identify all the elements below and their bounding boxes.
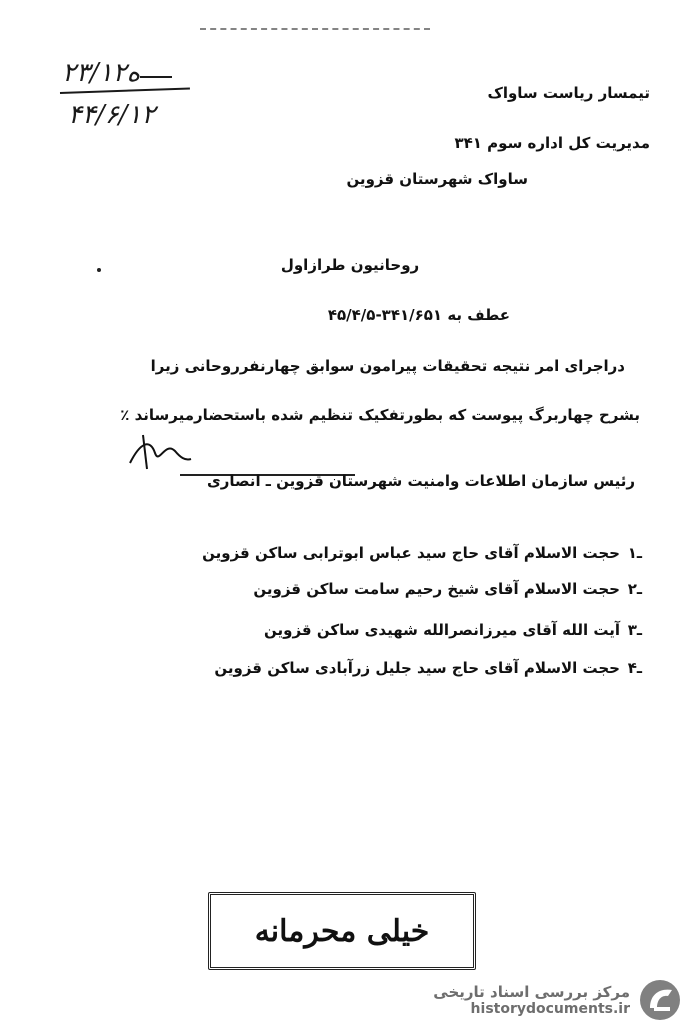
ink-dot	[97, 268, 101, 272]
header-branch: ساواک شهرستان قزوین	[346, 170, 528, 188]
signature-line: رئیس سازمان اطلاعات وامنیت شهرستان قزوین ـ انصاری	[207, 472, 635, 490]
list-item-1: حجت الاسلام آقای حاج سید عباس ابوترابی ساکن قزوین	[202, 544, 620, 562]
list-item-3: آیت الله آقای میرزانصرالله شهیدی ساکن قزوین	[264, 621, 620, 639]
classification-stamp-text: خیلی محرمانه	[254, 913, 430, 949]
list-number-1: ۱ـ	[627, 544, 642, 562]
body-line-2: بشرح چهاربرگ پیوست که بطورتفکیک تنظیم شده باستحضارمیرساند ٪	[120, 406, 640, 424]
list-item-2: حجت الاسلام آقای شیخ رحیم سامت ساکن قزوین	[253, 580, 620, 598]
letter-title: روحانیون طرازاول	[280, 256, 420, 274]
archive-logo-icon	[638, 978, 682, 1022]
list-item-4: حجت الاسلام آقای حاج سید جلیل زرآبادی ساکن قزوین	[214, 659, 620, 677]
header-from: تیمسار ریاست ساواک	[487, 84, 650, 102]
watermark-en: historydocuments.ir	[470, 1001, 630, 1017]
list-number-4: ۴ـ	[627, 659, 642, 677]
handwritten-date: ۴۴/۶/۱۲	[68, 100, 156, 130]
signature-scribble	[125, 433, 195, 473]
header-directorate: مدیریت کل اداره سوم ۳۴۱	[454, 134, 650, 152]
list-number-3: ۳ـ	[627, 621, 642, 639]
list-number-2: ۲ـ	[627, 580, 642, 598]
body-line-1: دراجرای امر نتیجه تحقیقات پیرامون سوابق چهارنفرروحانی زیرا	[150, 357, 625, 375]
handwritten-dash	[140, 76, 172, 78]
watermark-fa: مرکز بررسی اسناد تاریخی	[433, 983, 630, 1001]
letter-reference: عطف به ۳۴۱/۶۵۱-۴۵/۴/۵	[327, 306, 510, 324]
top-stamp-mark	[200, 28, 430, 44]
watermark-text	[433, 983, 630, 1017]
watermark	[433, 978, 682, 1022]
handwritten-divider	[60, 87, 190, 94]
handwritten-number: ۲۳/۱۲ه	[62, 58, 141, 88]
classification-stamp	[208, 892, 476, 970]
